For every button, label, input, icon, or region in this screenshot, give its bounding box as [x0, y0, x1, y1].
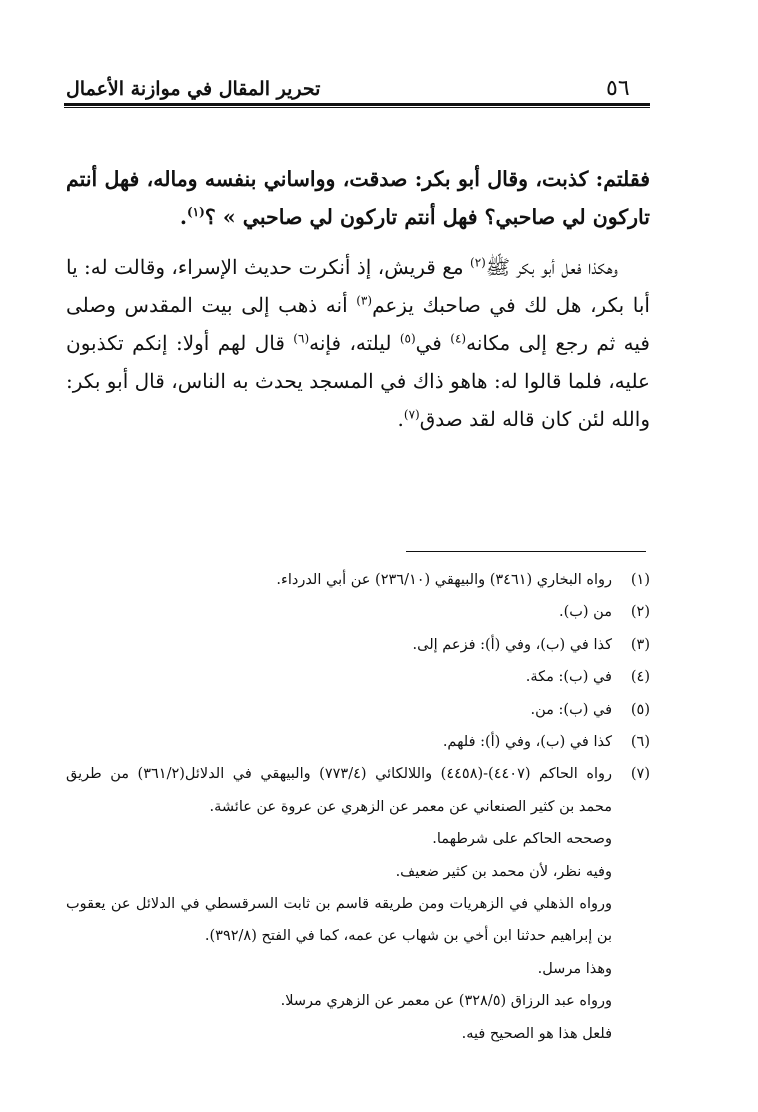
footnote-text: من (ب).: [559, 604, 612, 621]
header-rule: [64, 103, 650, 106]
footnote-ref-4: (٤): [450, 331, 467, 346]
footnote-7-line: ورواه الذهلي في الزهريات ومن طريقه قاسم بن ثابت السرقسطي في الدلائل عن يعقوب بن إبراهيم حدثنا ابن أخي بن شهاب عن عمه، كما في الفتح (٣٩٢/٨).: [66, 896, 612, 945]
paragraph-isra: [66, 248, 650, 438]
footnote-number: (٥): [630, 701, 650, 718]
header-rule-thin: [64, 107, 650, 108]
footnote-ref-7: (٧): [403, 407, 420, 422]
footnote-text: رواه البخاري (٣٤٦١) والبيهقي (٢٣٦/١٠) عن أبي الدرداء.: [276, 572, 612, 588]
para-segment: وهكذا فعل أبو بكر ﷺ: [485, 255, 618, 279]
footnote-text: رواه الحاكم (٤٤٠٧)-(٤٤٥٨) واللالكائي (٧٧٣/٤) والبيهقي في الدلائل(٣٦١/٢) من طريق محمد بن كثير الصنعاني عن معمر عن الزهري عن عروة عن عائشة.: [66, 766, 612, 815]
para-segment: في: [415, 331, 451, 355]
footnote-number: (٦): [630, 734, 650, 751]
footnote-ref-3: (٣): [356, 293, 373, 308]
footnote-text: كذا في (ب)، وفي (أ): فزعم إلى.: [412, 636, 612, 653]
footnote-7-line: فلعل هذا هو الصحيح فيه.: [461, 1025, 612, 1042]
page-number: ٥٦: [606, 76, 630, 101]
para-segment: أنه ذهب إلى بيت المقدس وصلى فيه ثم رجع إلى مكانه: [66, 293, 650, 355]
footnote-text: كذا في (ب)، وفي (أ): فلهم.: [442, 734, 612, 751]
footnote-2: [66, 596, 650, 628]
footnote-text: في (ب): مكة.: [525, 669, 612, 686]
footnote-7-line: وهذا مرسل.: [537, 960, 612, 977]
footnote-number: (٤): [630, 669, 650, 686]
para-segment: مع قريش، إذ أنكرت حديث الإسراء، وقالت له: يا أبا بكر، هل لك في صاحبك يزعم: [66, 255, 650, 317]
running-title: تحرير المقال في موازنة الأعمال: [66, 78, 321, 100]
footnote-7-line: وصححه الحاكم على شرطهما.: [432, 831, 612, 848]
footnote-ref-5: (٥): [399, 331, 416, 346]
footnote-number: (٧): [630, 766, 650, 783]
footnote-text: في (ب): من.: [530, 701, 612, 718]
footnote-6: [66, 726, 650, 758]
footnote-ref-2: (٢): [470, 255, 486, 270]
footnote-5: [66, 694, 650, 726]
footnote-7-line: وفيه نظر، لأن محمد بن كثير ضعيف.: [395, 863, 612, 880]
footnote-separator: [406, 551, 646, 552]
page-header: [66, 74, 646, 104]
footnote-number: (٢): [630, 604, 650, 621]
bold-paragraph: [66, 160, 650, 236]
footnote-ref-1: (١): [186, 205, 205, 220]
footnote-4: [66, 661, 650, 693]
footnote-7-line: ورواه عبد الرزاق (٣٢٨/٥) عن معمر عن الزهري مرسلا.: [280, 993, 612, 1010]
footnotes: [66, 564, 650, 1050]
footnote-3: [66, 629, 650, 661]
para-segment: .: [397, 407, 404, 431]
para-segment: ليلته، فإنه: [309, 331, 400, 355]
footnote-number: (١): [630, 572, 650, 588]
footnote-ref-6: (٦): [293, 331, 310, 346]
footnote-1: [66, 564, 650, 596]
footnote-7: [66, 758, 650, 823]
para-segment: قال لهم أولا: إنكم تكذبون عليه، فلما قالوا له: هاهو ذاك في المسجد يحدث به الناس، قال أبو بكر: والله لئن كان قاله لقد صدق: [66, 331, 650, 431]
bold-paragraph-text: فقلتم: كذبت، وقال أبو بكر: صدقت، وواساني بنفسه وماله، فهل أنتم تاركون لي صاحبي؟ فهل أنتم تاركون لي صاحبي » ؟: [66, 167, 650, 229]
main-text: [66, 160, 650, 438]
footnote-number: (٣): [630, 636, 650, 653]
bold-paragraph-end: .: [179, 205, 187, 229]
